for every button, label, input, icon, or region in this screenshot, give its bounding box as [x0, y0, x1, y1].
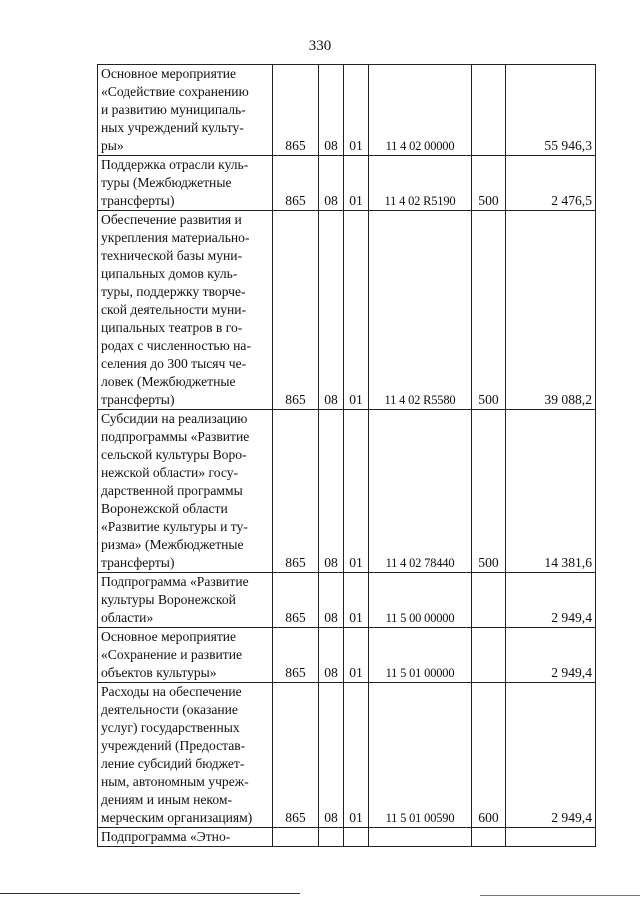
amount-cell: 39 088,2: [506, 211, 596, 410]
subsection-code-cell: 01: [344, 573, 369, 628]
item-name-line: ской деятельности муни-: [101, 302, 247, 317]
amount-cell: [506, 828, 596, 847]
item-name-line: подпрограммы «Развитие: [101, 429, 250, 444]
target-article-cell: 11 5 00 00000: [369, 573, 472, 628]
footer-rule-right: [480, 895, 640, 896]
section-code-cell: 08: [319, 65, 344, 156]
amount-cell: 2 476,5: [506, 156, 596, 211]
item-name-line: Расходы на обеспечение: [101, 684, 242, 699]
section-code-cell: 08: [319, 573, 344, 628]
item-name-line: ры»: [101, 138, 124, 153]
amount-cell: 55 946,3: [506, 65, 596, 156]
item-name-line: ных учреждений культу-: [101, 120, 244, 135]
item-name-line: Основное мероприятие: [101, 66, 237, 81]
item-name-cell: [98, 573, 273, 628]
item-name-line: ципальных домов куль-: [101, 266, 238, 281]
item-name-line: учреждений (Предостав-: [101, 738, 246, 753]
section-code-cell: 08: [319, 628, 344, 683]
item-name-line: сельской культуры Воро-: [101, 447, 247, 462]
expense-type-cell: [472, 628, 506, 683]
ministry-code-cell: 865: [273, 683, 319, 828]
item-name-line: селения до 300 тысяч че-: [101, 356, 247, 371]
ministry-code-cell: 865: [273, 156, 319, 211]
expense-type-cell: 600: [472, 683, 506, 828]
item-name-line: деятельности (оказание: [101, 702, 238, 717]
item-name-line: Основное мероприятие: [101, 629, 237, 644]
section-code-cell: 08: [319, 211, 344, 410]
item-name-line: Подпрограмма «Этно-: [101, 829, 231, 844]
subsection-code-cell: 01: [344, 156, 369, 211]
ministry-code-cell: 865: [273, 628, 319, 683]
item-name-line: укрепления материально-: [101, 230, 250, 245]
target-article-cell: 11 5 01 00000: [369, 628, 472, 683]
amount-cell: 2 949,4: [506, 683, 596, 828]
section-code-cell: 08: [319, 683, 344, 828]
item-name-cell: [98, 65, 273, 156]
footer-rule: [0, 893, 300, 894]
subsection-code-cell: 01: [344, 628, 369, 683]
item-name-line: мерческим организациям): [101, 810, 253, 825]
item-name-line: ловек (Межбюджетные: [101, 374, 236, 389]
section-code-cell: 08: [319, 410, 344, 573]
item-name-line: трансферты): [101, 392, 175, 407]
item-name-cell: [98, 156, 273, 211]
budget-table: [97, 64, 596, 847]
item-name-cell: [98, 628, 273, 683]
item-name-line: родах с численностью на-: [101, 338, 251, 353]
expense-type-cell: [472, 65, 506, 156]
target-article-cell: 11 4 02 R5580: [369, 211, 472, 410]
expense-type-cell: 500: [472, 211, 506, 410]
target-article-cell: 11 5 01 00590: [369, 683, 472, 828]
item-name-line: технической базы муни-: [101, 248, 243, 263]
expense-type-cell: [472, 828, 506, 847]
table-row: [98, 65, 596, 156]
expense-type-cell: [472, 573, 506, 628]
item-name-line: ципальных театров в го-: [101, 320, 243, 335]
item-name-line: туры (Межбюджетные: [101, 175, 232, 190]
item-name-line: Поддержка отрасли куль-: [101, 157, 249, 172]
table-row: [98, 410, 596, 573]
target-article-cell: 11 4 02 78440: [369, 410, 472, 573]
table-row: [98, 828, 596, 847]
item-name-line: Подпрограмма «Развитие: [101, 574, 249, 589]
ministry-code-cell: 865: [273, 65, 319, 156]
item-name-line: Обеспечение развития и: [101, 212, 242, 227]
page-number: 330: [308, 38, 332, 54]
ministry-code-cell: 865: [273, 410, 319, 573]
item-name-cell: [98, 211, 273, 410]
item-name-line: трансферты): [101, 555, 175, 570]
item-name-line: области»: [101, 610, 154, 625]
subsection-code-cell: [344, 828, 369, 847]
item-name-line: «Сохранение и развитие: [101, 647, 243, 662]
subsection-code-cell: 01: [344, 683, 369, 828]
item-name-line: Воронежской области: [101, 501, 228, 516]
target-article-cell: [369, 828, 472, 847]
subsection-code-cell: 01: [344, 410, 369, 573]
ministry-code-cell: [273, 828, 319, 847]
item-name-line: нежской области» госу-: [101, 465, 239, 480]
item-name-line: объектов культуры»: [101, 665, 217, 680]
budget-table-body: [98, 65, 596, 847]
table-row: [98, 211, 596, 410]
item-name-line: культуры Воронежской: [101, 592, 236, 607]
table-row: [98, 156, 596, 211]
section-code-cell: 08: [319, 156, 344, 211]
item-name-line: ризма» (Межбюджетные: [101, 537, 244, 552]
item-name-cell: [98, 828, 273, 847]
item-name-cell: [98, 410, 273, 573]
item-name-line: туры, поддержку творче-: [101, 284, 246, 299]
item-name-line: и развитию муниципаль-: [101, 102, 246, 117]
target-article-cell: 11 4 02 R5190: [369, 156, 472, 211]
item-name-line: «Содействие сохранению: [101, 84, 249, 99]
table-row: [98, 573, 596, 628]
item-name-line: услуг) государственных: [101, 720, 240, 735]
item-name-line: дарственной программы: [101, 483, 243, 498]
item-name-line: «Развитие культуры и ту-: [101, 519, 248, 534]
item-name-line: ление субсидий бюджет-: [101, 756, 245, 771]
subsection-code-cell: 01: [344, 65, 369, 156]
item-name-line: Субсидии на реализацию: [101, 411, 248, 426]
section-code-cell: [319, 828, 344, 847]
expense-type-cell: 500: [472, 410, 506, 573]
item-name-line: трансферты): [101, 193, 175, 208]
ministry-code-cell: 865: [273, 211, 319, 410]
subsection-code-cell: 01: [344, 211, 369, 410]
ministry-code-cell: 865: [273, 573, 319, 628]
table-row: [98, 683, 596, 828]
item-name-line: ным, автономным учреж-: [101, 774, 249, 789]
target-article-cell: 11 4 02 00000: [369, 65, 472, 156]
item-name-cell: [98, 683, 273, 828]
expense-type-cell: 500: [472, 156, 506, 211]
table-row: [98, 628, 596, 683]
amount-cell: 14 381,6: [506, 410, 596, 573]
amount-cell: 2 949,4: [506, 628, 596, 683]
amount-cell: 2 949,4: [506, 573, 596, 628]
item-name-line: дениям и иным неком-: [101, 792, 232, 807]
